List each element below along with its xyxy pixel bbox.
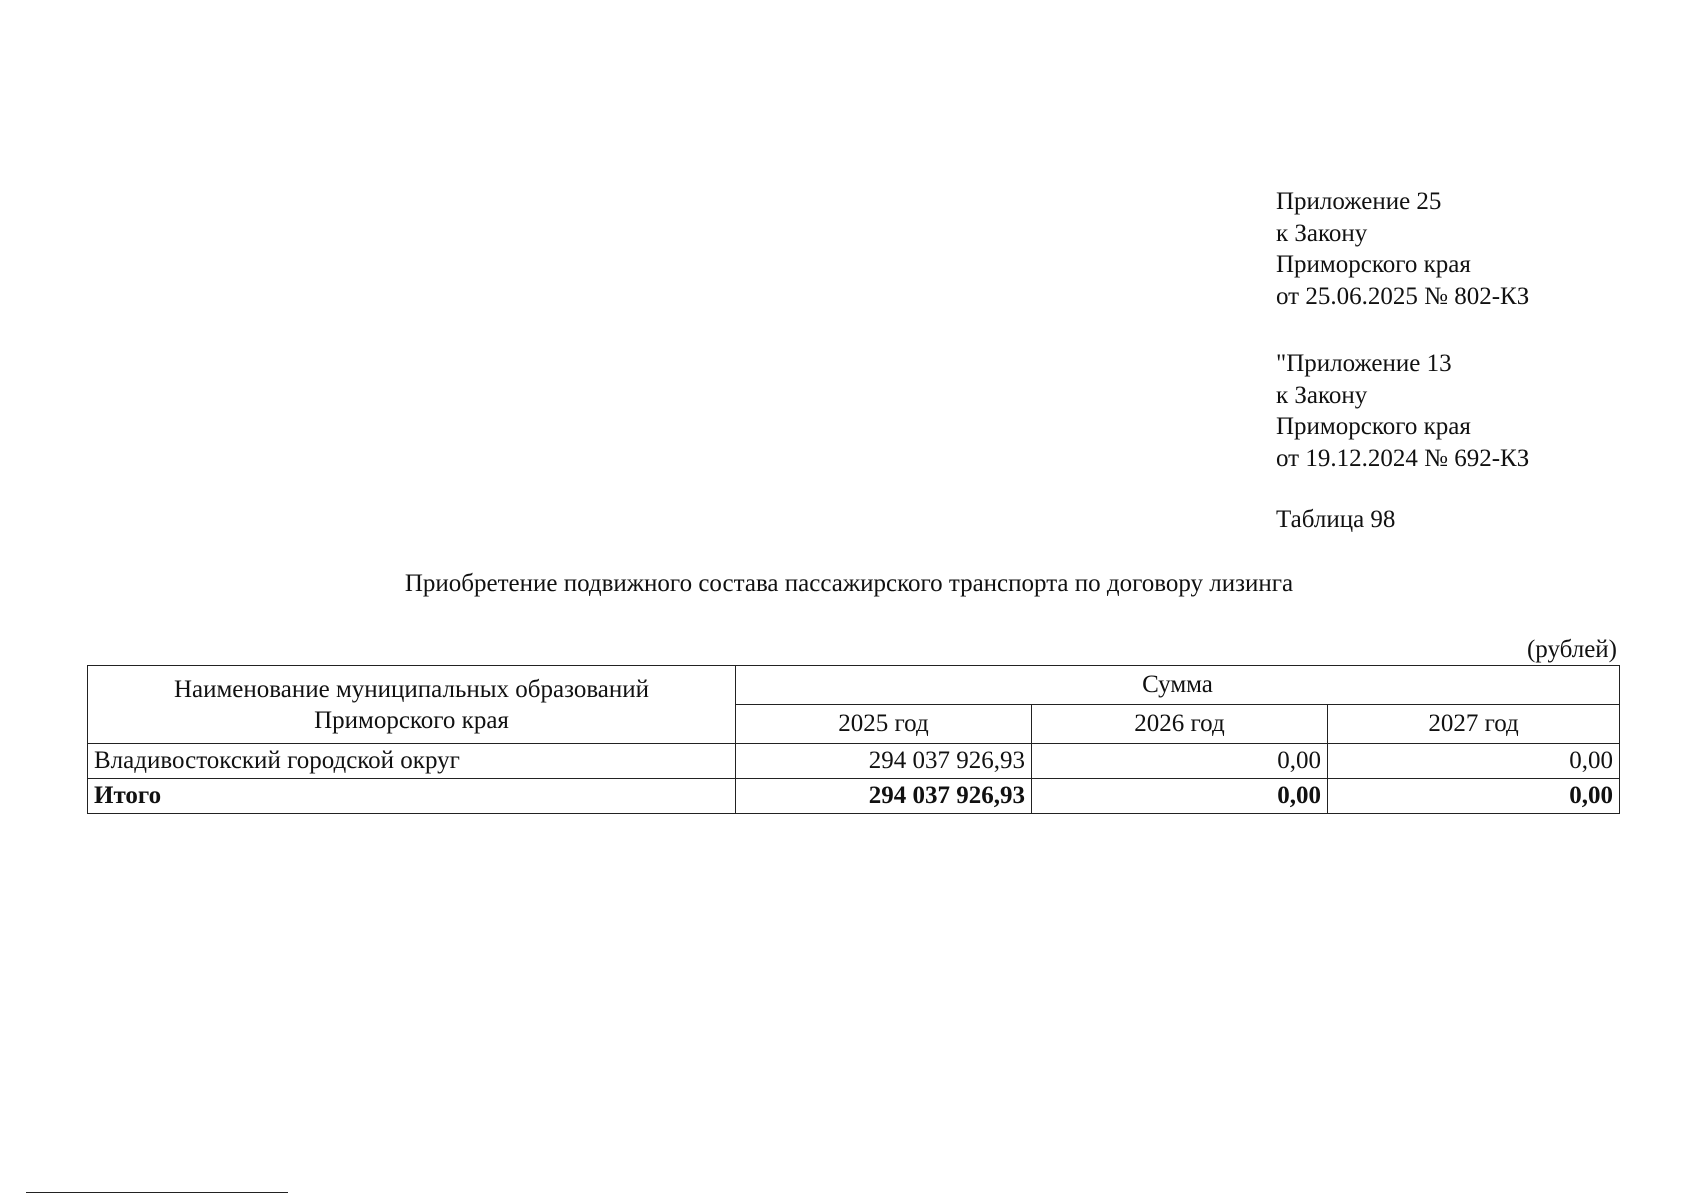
table-total-row [88, 779, 1620, 814]
header-municipality-line2: Приморского края [314, 706, 509, 734]
header-year-2026: 2026 год [1032, 705, 1328, 744]
appendix-number: Приложение 25 [1276, 188, 1442, 215]
header-municipality [88, 666, 736, 744]
appendix-reference-current [1276, 186, 1529, 312]
appendix-law: к Закону [1276, 381, 1368, 409]
amount-2025: 294 037 926,93 [736, 744, 1032, 779]
appendix-date-number: от 25.06.2025 № 802-КЗ [1276, 282, 1530, 310]
table-row [88, 744, 1620, 779]
unit-label: (рублей) [1526, 636, 1617, 663]
appendix-region: Приморского края [1276, 251, 1471, 278]
appendix-date-number: от 19.12.2024 № 692-КЗ [1276, 444, 1530, 472]
header-year-2027: 2027 год [1328, 705, 1620, 744]
document-title: Приобретение подвижного состава пассажирского транспорта по договору лизинга [404, 570, 1294, 597]
footnote-separator [26, 1192, 288, 1193]
total-2026: 0,00 [1032, 779, 1328, 814]
appendix-number: "Приложение 13 [1276, 350, 1452, 377]
total-2025: 294 037 926,93 [736, 779, 1032, 814]
amounts-table [87, 665, 1620, 814]
header-sum: Сумма [736, 666, 1620, 705]
table-header-row [88, 666, 1620, 705]
appendix-reference-original [1276, 348, 1529, 474]
amount-2026: 0,00 [1032, 744, 1328, 779]
municipality-name: Владивостокский городской округ [88, 744, 736, 779]
total-2027: 0,00 [1328, 779, 1620, 814]
table-number: Таблица 98 [1276, 506, 1396, 533]
appendix-region: Приморского края [1276, 413, 1471, 440]
total-label: Итого [88, 779, 736, 814]
header-municipality-line1: Наименование муниципальных образований [173, 675, 650, 703]
header-year-2025: 2025 год [736, 705, 1032, 744]
amount-2027: 0,00 [1328, 744, 1620, 779]
appendix-law: к Закону [1276, 219, 1368, 247]
